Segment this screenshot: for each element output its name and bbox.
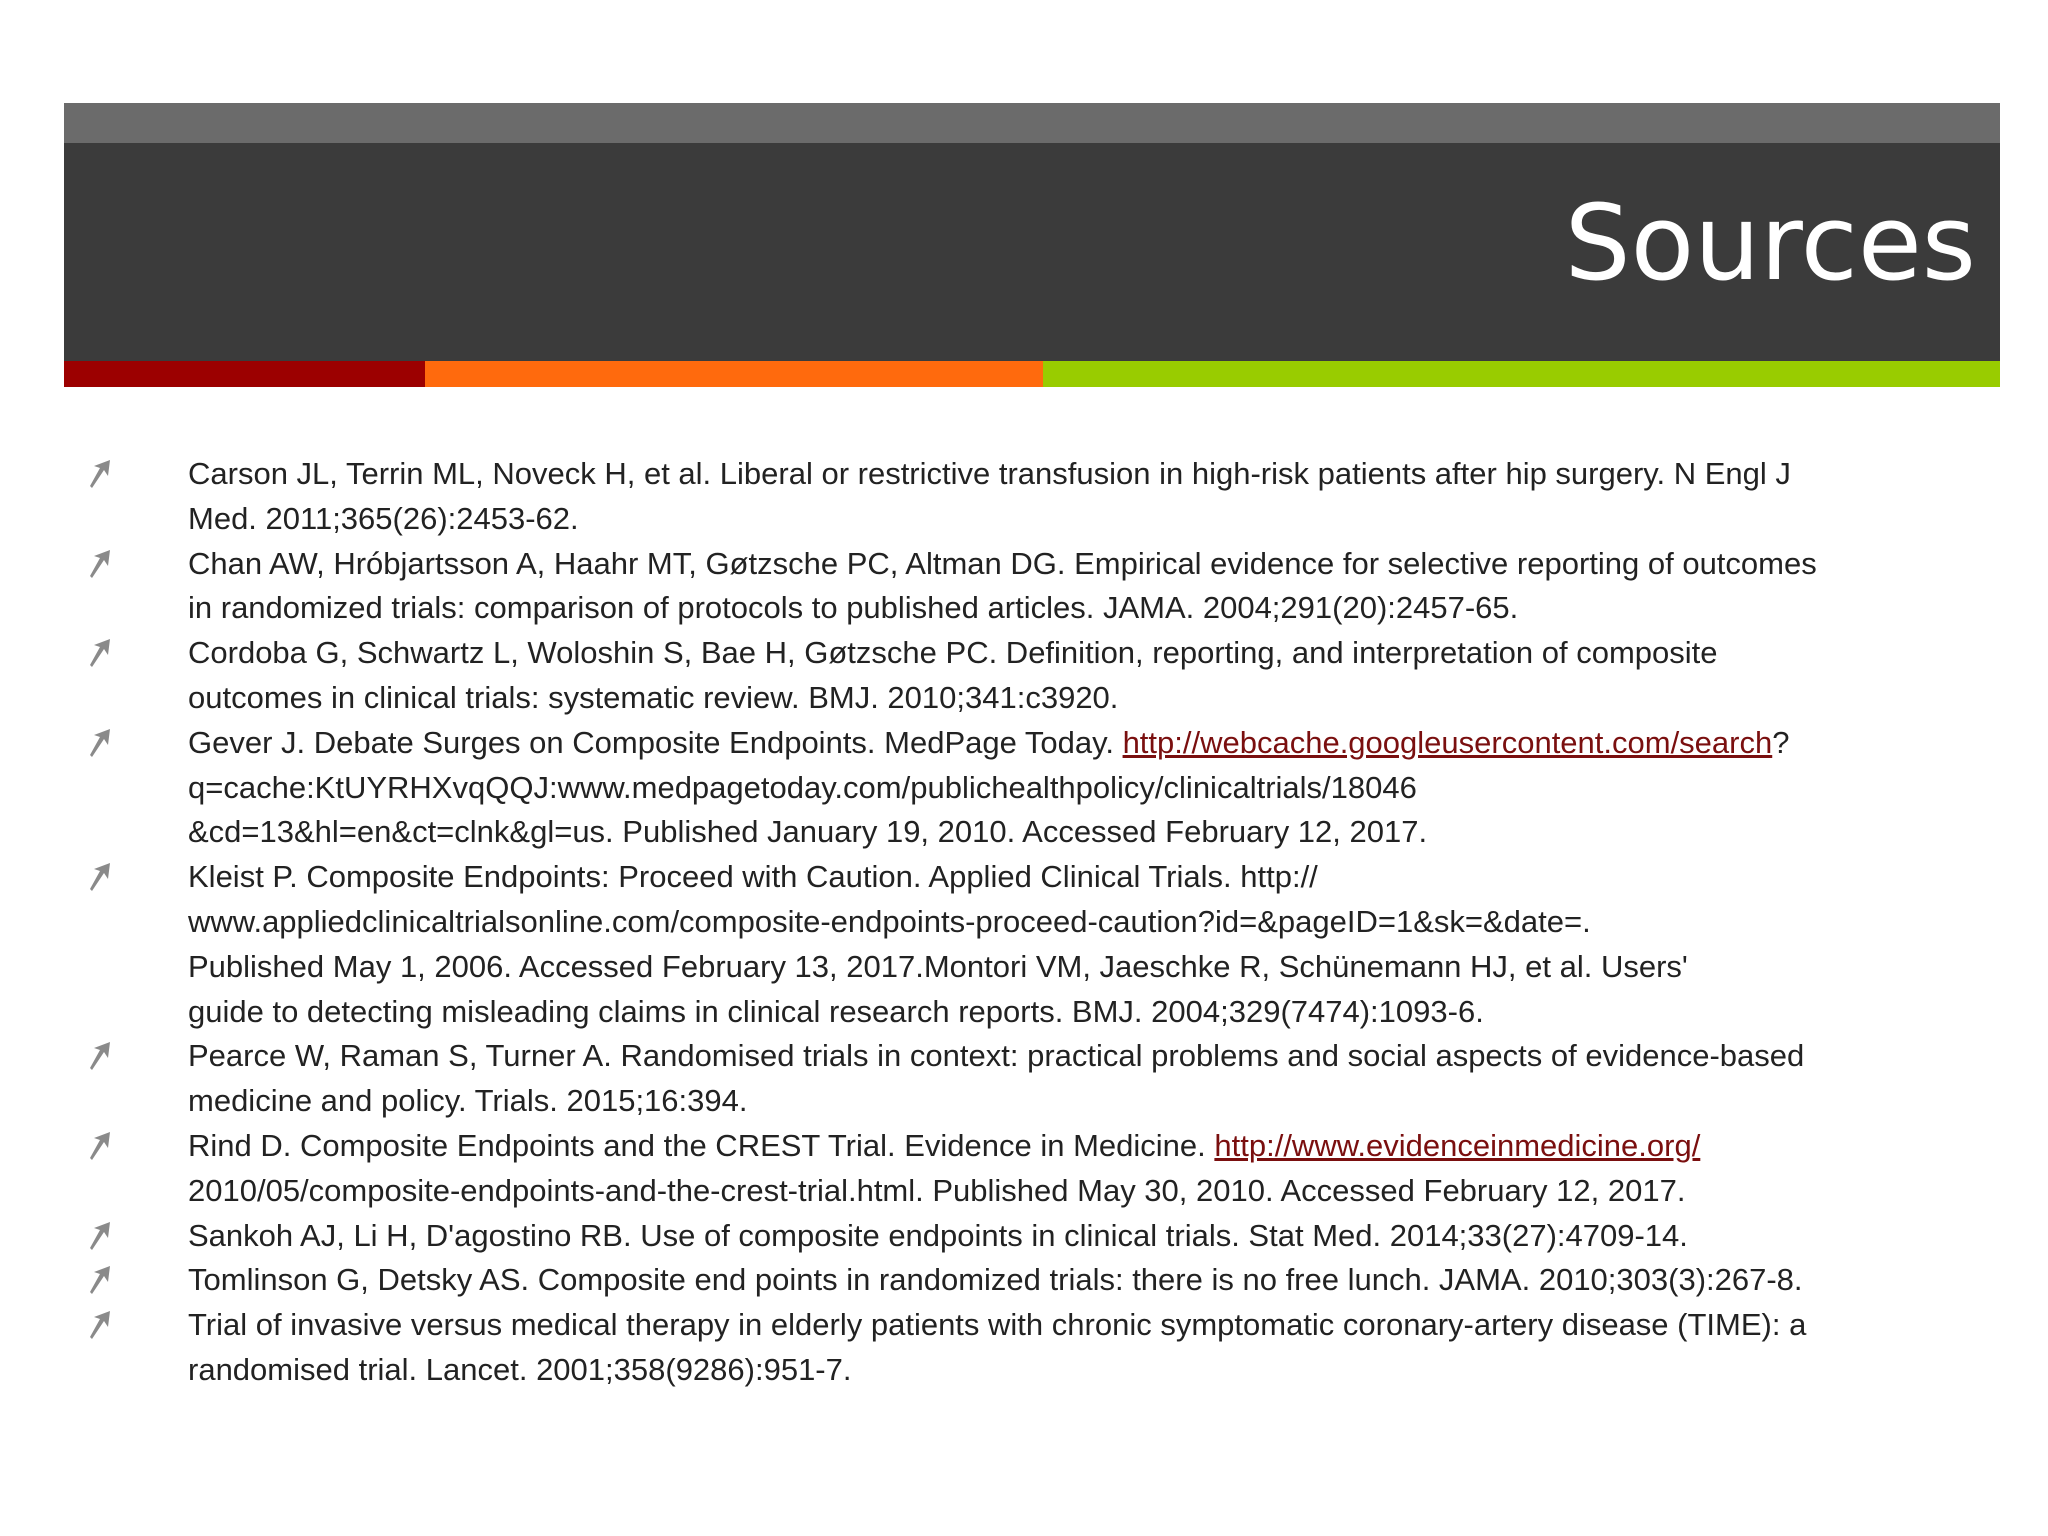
arrow-up-right-icon [86, 1307, 114, 1341]
header-banner [64, 143, 2000, 361]
reference-line: medicine and policy. Trials. 2015;16:394. [188, 1083, 748, 1119]
reference-item [0, 1214, 2048, 1259]
reference-item [0, 855, 2048, 1034]
reference-line: Published May 1, 2006. Accessed February 13, 2017.Montori VM, Jaeschke R, Schünemann HJ, et al. Users' [188, 948, 1688, 984]
reference-line: 2010/05/composite-endpoints-and-the-crest-trial.html. Published May 30, 2010. Accessed February 12, 2017. [188, 1172, 1686, 1208]
reference-line: Kleist P. Composite Endpoints: Proceed with Caution. Applied Clinical Trials. http:// [188, 859, 1318, 895]
reference-line: Sankoh AJ, Li H, D'agostino RB. Use of composite endpoints in clinical trials. Stat Med. 2014;33(27):4709-14. [188, 1217, 1688, 1253]
arrow-up-right-icon [86, 1262, 114, 1296]
reference-line: Med. 2011;365(26):2453-62. [188, 500, 579, 536]
reference-line: www.appliedclinicaltrialsonline.com/composite-endpoints-proceed-caution?id=&pageID=1&sk=&date=. [188, 903, 1591, 939]
reference-line: Tomlinson G, Detsky AS. Composite end points in randomized trials: there is no free lunch. JAMA. 2010;303(3):267-8. [188, 1262, 1803, 1298]
reference-line: in randomized trials: comparison of protocols to published articles. JAMA. 2004;291(20):2457-65. [188, 590, 1519, 626]
reference-text: Gever J. Debate Surges on Composite Endpoints. MedPage Today. [188, 724, 1123, 760]
reference-item [0, 1034, 2048, 1124]
reference-line: q=cache:KtUYRHXvqQQJ:www.medpagetoday.com/publichealthpolicy/clinicaltrials/18046 [188, 769, 1417, 805]
reference-item [0, 1124, 2048, 1214]
reference-line [188, 721, 2024, 766]
accent-green-segment [1043, 361, 2000, 387]
reference-line: outcomes in clinical trials: systematic review. BMJ. 2010;341:c3920. [188, 679, 1119, 715]
reference-line: &cd=13&hl=en&ct=clnk&gl=us. Published January 19, 2010. Accessed February 12, 2017. [188, 814, 1428, 850]
accent-orange-segment [425, 361, 1043, 387]
accent-red-segment [64, 361, 425, 387]
reference-line: Trial of invasive versus medical therapy in elderly patients with chronic symptomatic coronary-artery disease (TIME): a [188, 1307, 1807, 1343]
reference-item [0, 542, 2048, 632]
accent-strip [64, 361, 2000, 387]
reference-item [0, 1258, 2048, 1303]
header-top-bar [64, 103, 2000, 143]
reference-item [0, 721, 2048, 855]
reference-item [0, 452, 2048, 542]
reference-line: Carson JL, Terrin ML, Noveck H, et al. Liberal or restrictive transfusion in high-risk patients after hip surgery. N Engl J [188, 456, 1791, 491]
reference-text: ? [1772, 724, 1790, 760]
arrow-up-right-icon [86, 725, 114, 759]
webcache-link[interactable]: http://webcache.googleusercontent.com/search [1122, 724, 1773, 760]
reference-item [0, 631, 2048, 721]
arrow-up-right-icon [86, 1128, 114, 1162]
slide-content [0, 452, 2048, 1452]
arrow-up-right-icon [86, 456, 114, 490]
reference-line: Chan AW, Hróbjartsson A, Haahr MT, Gøtzsche PC, Altman DG. Empirical evidence for selective reporting of outcomes [188, 545, 1817, 581]
arrow-up-right-icon [86, 546, 114, 580]
reference-line: guide to detecting misleading claims in clinical research reports. BMJ. 2004;329(7474):1093-6. [188, 993, 1484, 1029]
reference-list [0, 452, 2048, 1393]
slide-title: Sources [1564, 182, 1976, 304]
arrow-up-right-icon [86, 1038, 114, 1072]
arrow-up-right-icon [86, 859, 114, 893]
reference-line: Pearce W, Raman S, Turner A. Randomised trials in context: practical problems and social aspects of evidence-based [188, 1038, 1805, 1074]
reference-text: Rind D. Composite Endpoints and the CREST Trial. Evidence in Medicine. [188, 1127, 1215, 1163]
arrow-up-right-icon [86, 1218, 114, 1252]
reference-line: Cordoba G, Schwartz L, Woloshin S, Bae H, Gøtzsche PC. Definition, reporting, and interpretation of composite [188, 635, 1718, 671]
reference-line [188, 1124, 2024, 1169]
arrow-up-right-icon [86, 635, 114, 669]
reference-item [0, 1303, 2048, 1393]
evidence-in-medicine-link[interactable]: http://www.evidenceinmedicine.org/ [1214, 1127, 1701, 1163]
reference-line: randomised trial. Lancet. 2001;358(9286):951-7. [188, 1351, 852, 1387]
